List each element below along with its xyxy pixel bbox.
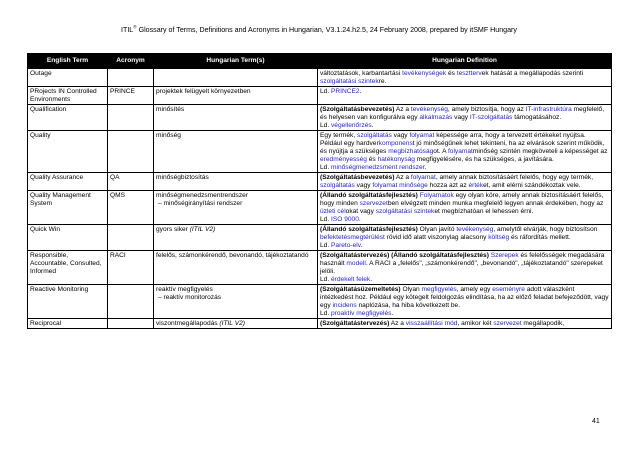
term-link[interactable]: szolgáltatási szintek (375, 207, 435, 215)
definition: Egy termék, szolgáltatás vagy folyamat képessége arra, hogy a tervezett értékeket nyújtsa. Például egy hardverkomponenst jó minőségűnek lehet tekinteni, ha az elvárások szerint működik, és nyújtja a szükséges megbízhatóságot. A folyamatminőség szintén megköveteli a képességet az eredményesség és hatékonyság megfigyelésére, és ha szükséges, a javítására. Ld. minőségmenedzsment rendszer. (318, 131, 612, 173)
term-link[interactable]: Folyamatok (419, 191, 454, 199)
term-link[interactable]: érték (468, 181, 484, 189)
definition: változtatások, karbantartási tevékenységek és teszttervek hatását a megállapodás szerinti szolgáltatási szintekre. (318, 69, 612, 87)
english-term: Quality (28, 131, 108, 173)
english-term: Quality Assurance (28, 173, 108, 191)
term-link[interactable]: végellenőrzés (331, 121, 372, 129)
term-link[interactable]: Szerepek (490, 251, 519, 259)
term-link[interactable]: PRINCE2 (331, 87, 360, 95)
english-term: Outage (28, 69, 108, 87)
english-term: Qualification (28, 105, 108, 131)
term-link[interactable]: befektetésmegtérülést (320, 233, 385, 241)
column-header-hungarian-definition: Hungarian Definition (318, 54, 612, 69)
term-link[interactable]: Pareto-elv (331, 241, 361, 249)
acronym: QMS (108, 191, 154, 225)
acronym: PRINCE (108, 87, 154, 105)
acronym: RACI (108, 251, 154, 285)
table-row (28, 131, 612, 173)
hungarian-term: projektek felügyelt környezetben (154, 87, 318, 105)
term-link[interactable]: komponens (378, 139, 413, 147)
table-header-row (28, 54, 612, 69)
acronym (108, 285, 154, 319)
table-row (28, 105, 612, 131)
column-header-english-term: English Term (28, 54, 108, 69)
term-link[interactable]: költség (488, 233, 510, 241)
term-link[interactable]: üzleti cél (320, 207, 346, 215)
table-row (28, 319, 612, 329)
term-link[interactable]: szolgáltatás (320, 181, 355, 189)
term-link[interactable]: folyamat (447, 147, 473, 155)
term-link[interactable]: IT-infrastruktúra (525, 105, 572, 113)
definition: (Szolgáltatásüzemeltetés) Olyan megfigyelés, amely egy eseményre adott válaszként intézkedést hoz. Például egy kötegelt feldolgozás elindítása, ha az előző feladat befejeződött, vagy egy incidens naplózása, ha hiba következett be. Ld. proaktív megfigyelés. (318, 285, 612, 319)
definition: (Szolgáltatásbevezetés) Az a tevékenység, amely biztosítja, hogy az IT-infrastruktúra megfelelő, és helyesen van konfigurálva egy alkalmazás vagy IT-szolgáltatás támogatásához. Ld. végellenőrzés. (318, 105, 612, 131)
definition: (Szolgáltatástervezés) Az a visszaállítási mód, amikor két szervezet megállapodik, (318, 319, 612, 329)
term-link[interactable]: modell (346, 259, 366, 267)
table-row (28, 69, 612, 87)
definition: Ld. PRINCE2. (318, 87, 612, 105)
hungarian-term: minőségbiztosítás (154, 173, 318, 191)
term-link[interactable]: folyamat minősége (372, 181, 428, 189)
term-link[interactable]: incidens (332, 301, 357, 309)
table-row (28, 285, 612, 319)
term-link[interactable]: tevékenységek (402, 69, 447, 77)
term-link[interactable]: szervezet (493, 319, 522, 327)
table-row (28, 225, 612, 251)
term-link[interactable]: szolgáltatás (357, 131, 392, 139)
english-term: Quality Management System (28, 191, 108, 225)
table-row (28, 191, 612, 225)
term-link[interactable]: ISO 9000 (331, 215, 359, 223)
term-link[interactable]: megbízhatóság (388, 147, 434, 155)
term-link[interactable]: folyamat (410, 173, 436, 181)
hungarian-term: viszontmegállapodás (ITIL V2) (154, 319, 318, 329)
term-link[interactable]: tesztterv (456, 69, 482, 77)
hungarian-term: felelős, számonkérendő, bevonandó, tájékoztatandó (154, 251, 318, 285)
glossary-table (27, 53, 612, 329)
definition: (Szolgáltatástervezés) (Állandó szolgáltatásfejlesztés) Szerepek és felelősségek megadására használt modell. A RACI a „felelős", „számonkérendő", „bevonandó", „tájékoztatandó" szerepeket jelöli. Ld. érdekelt felek. (318, 251, 612, 285)
acronym (108, 225, 154, 251)
term-link[interactable]: eseményre (492, 285, 525, 293)
table-row (28, 173, 612, 191)
column-header-hungarian-terms: Hungarian Term(s) (154, 54, 318, 69)
english-term: Reciprocal (28, 319, 108, 329)
acronym: QA (108, 173, 154, 191)
english-term: Responsible, Accountable, Consulted, Informed (28, 251, 108, 285)
english-term: Reactive Monitoring (28, 285, 108, 319)
hungarian-term: minőségmenedzsmentrendszer – minőségirányítási rendszer (154, 191, 318, 225)
table-row (28, 87, 612, 105)
hungarian-term (154, 69, 318, 87)
definition: (Állandó szolgáltatásfejlesztés) Olyan javító tevékenység, amelytől elvárják, hogy biztosítson befektetésmegtérülést rövid idő alatt viszonylag alacsony költség és ráfordítás mellett. Ld. Pareto-elv. (318, 225, 612, 251)
term-link[interactable]: tevékenység (410, 105, 448, 113)
term-link[interactable]: szervezet (359, 199, 388, 207)
term-link[interactable]: IT-szolgáltatás (469, 113, 513, 121)
term-link[interactable]: megfigyelés (421, 285, 457, 293)
english-term: Quick Win (28, 225, 108, 251)
acronym (108, 69, 154, 87)
term-link[interactable]: alkalmazás (419, 113, 453, 121)
hungarian-term: reaktív megfigyelés – reaktív monitorozás (154, 285, 318, 319)
acronym (108, 105, 154, 131)
term-link[interactable]: proaktív megfigyelés (331, 309, 392, 317)
definition: (Állandó szolgáltatásfejlesztés) Folyamatok egy olyan köre, amely annak biztosításáért felelős, hogy minden szervezetben elvégzett minden munka megfelelő legyen annak érdekében, hogy az üzleti célokat vagy szolgáltatási szinteket megbízhatóan el lehessen érni. Ld. ISO 9000. (318, 191, 612, 225)
acronym (108, 131, 154, 173)
definition: (Szolgáltatásbevezetés) Az a folyamat, amely annak biztosításáért felelős, hogy egy termék, szolgáltatás vagy folyamat minősége hozza azt az értéket, amit elérni szándékoztak vele. (318, 173, 612, 191)
hungarian-term: minősítés (154, 105, 318, 131)
term-link[interactable]: hatékonyság (377, 155, 415, 163)
term-link[interactable]: eredményesség (320, 155, 367, 163)
term-link[interactable]: szolgáltatási szintek (320, 77, 379, 85)
hungarian-term: minőség (154, 131, 318, 173)
term-link[interactable]: visszaállítási mód (405, 319, 458, 327)
term-link[interactable]: minőségmenedzsment rendszer (331, 163, 425, 171)
column-header-acronym: Acronym (108, 54, 154, 69)
table-row (28, 251, 612, 285)
hungarian-term: gyors siker (ITIL V2) (154, 225, 318, 251)
page-number: 41 (592, 418, 600, 425)
acronym (108, 319, 154, 329)
term-link[interactable]: érdekelt felek (331, 275, 371, 283)
page-header: ITIL® Glossary of Terms, Definitions and Acronyms in Hungarian, V3.1.24.h2.5, 24 February 2008, prepared by itSMF Hungary (121, 24, 517, 34)
term-link[interactable]: tevékenység (456, 225, 494, 233)
english-term: PRojects IN Controlled Environments (28, 87, 108, 105)
term-link[interactable]: folyamat (409, 131, 435, 139)
